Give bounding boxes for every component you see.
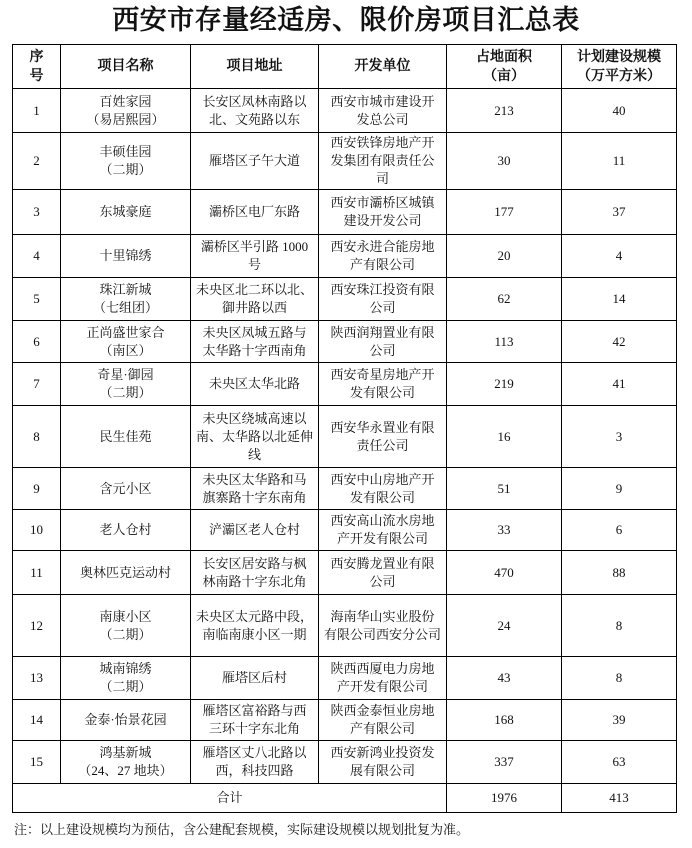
cell-developer: 西安永进合能房地 产有限公司 — [319, 235, 447, 278]
total-scale: 413 — [562, 784, 677, 813]
cell-scale: 4 — [562, 235, 677, 278]
cell-scale: 88 — [562, 551, 677, 595]
cell-developer: 海南华山实业股份 有限公司西安分公司 — [319, 595, 447, 657]
cell-index: 14 — [13, 700, 61, 741]
cell-index: 7 — [13, 363, 61, 406]
cell-area: 33 — [447, 510, 562, 551]
cell-project-name: 鸿基新城 （24、27 地块） — [61, 741, 191, 784]
table-row — [13, 657, 677, 700]
cell-address: 未央区北二环以北、 御井路以西 — [191, 278, 319, 321]
cell-developer: 陕西西厦电力房地 产开发有限公司 — [319, 657, 447, 700]
cell-address: 未央区太华北路 — [191, 363, 319, 406]
cell-developer: 西安奇星房地产开 发有限公司 — [319, 363, 447, 406]
cell-developer: 西安珠江投资有限 公司 — [319, 278, 447, 321]
header-scale: 计划建设规模 （万平方米） — [562, 45, 677, 89]
cell-scale: 42 — [562, 321, 677, 363]
cell-scale: 14 — [562, 278, 677, 321]
cell-index: 5 — [13, 278, 61, 321]
table-row — [13, 235, 677, 278]
cell-index: 11 — [13, 551, 61, 595]
cell-address: 雁塔区子午大道 — [191, 133, 319, 190]
table-row — [13, 133, 677, 190]
cell-index: 9 — [13, 468, 61, 510]
table-row — [13, 741, 677, 784]
cell-developer: 西安市灞桥区城镇 建设开发公司 — [319, 190, 447, 235]
table-row — [13, 551, 677, 595]
cell-index: 15 — [13, 741, 61, 784]
table-row — [13, 595, 677, 657]
cell-scale: 3 — [562, 406, 677, 468]
cell-scale: 41 — [562, 363, 677, 406]
cell-area: 20 — [447, 235, 562, 278]
table-row — [13, 89, 677, 133]
cell-project-name: 珠江新城 （七组团） — [61, 278, 191, 321]
header-index: 序 号 — [13, 45, 61, 89]
table-row — [13, 278, 677, 321]
table-row — [13, 700, 677, 741]
cell-index: 1 — [13, 89, 61, 133]
cell-developer: 陕西润翔置业有限 公司 — [319, 321, 447, 363]
cell-project-name: 金泰·怡景花园 — [61, 700, 191, 741]
project-summary-table — [12, 44, 677, 813]
cell-address: 未央区太元路中段， 南临南康小区一期 — [191, 595, 319, 657]
table-row — [13, 363, 677, 406]
cell-scale: 63 — [562, 741, 677, 784]
cell-scale: 39 — [562, 700, 677, 741]
cell-project-name: 含元小区 — [61, 468, 191, 510]
cell-developer: 西安高山流水房地 产开发有限公司 — [319, 510, 447, 551]
cell-scale: 11 — [562, 133, 677, 190]
cell-index: 4 — [13, 235, 61, 278]
cell-area: 177 — [447, 190, 562, 235]
cell-developer: 陕西金泰恒业房地 产有限公司 — [319, 700, 447, 741]
cell-project-name: 老人仓村 — [61, 510, 191, 551]
cell-area: 337 — [447, 741, 562, 784]
cell-area: 213 — [447, 89, 562, 133]
header-developer: 开发单位 — [319, 45, 447, 89]
table-total-row — [13, 784, 677, 813]
cell-project-name: 东城豪庭 — [61, 190, 191, 235]
header-project-name: 项目名称 — [61, 45, 191, 89]
cell-scale: 9 — [562, 468, 677, 510]
cell-address: 长安区凤林南路以 北、文苑路以东 — [191, 89, 319, 133]
cell-address: 未央区绕城高速以 南、太华路以北延伸 线 — [191, 406, 319, 468]
table-row — [13, 468, 677, 510]
cell-scale: 6 — [562, 510, 677, 551]
cell-area: 113 — [447, 321, 562, 363]
cell-scale: 37 — [562, 190, 677, 235]
cell-area: 219 — [447, 363, 562, 406]
cell-developer: 西安市城市建设开 发总公司 — [319, 89, 447, 133]
cell-address: 灞桥区电厂东路 — [191, 190, 319, 235]
cell-area: 16 — [447, 406, 562, 468]
cell-project-name: 南康小区 （二期） — [61, 595, 191, 657]
cell-index: 13 — [13, 657, 61, 700]
cell-index: 6 — [13, 321, 61, 363]
cell-area: 62 — [447, 278, 562, 321]
cell-project-name: 十里锦绣 — [61, 235, 191, 278]
header-area: 占地面积 （亩） — [447, 45, 562, 89]
cell-project-name: 丰硕佳园 （二期） — [61, 133, 191, 190]
cell-index: 8 — [13, 406, 61, 468]
cell-area: 51 — [447, 468, 562, 510]
cell-scale: 40 — [562, 89, 677, 133]
document-title: 西安市存量经适房、限价房项目汇总表 — [112, 5, 580, 36]
footnote: 注：以上建设规模均为预估，含公建配套规模，实际建设规模以规划批复为准。 — [14, 822, 470, 837]
table-row — [13, 321, 677, 363]
cell-address: 长安区居安路与枫 林南路十字东北角 — [191, 551, 319, 595]
cell-address: 未央区太华路和马 旗寨路十字东南角 — [191, 468, 319, 510]
table-row — [13, 190, 677, 235]
cell-address: 雁塔区丈八北路以 西，科技四路 — [191, 741, 319, 784]
table-row — [13, 510, 677, 551]
cell-index: 2 — [13, 133, 61, 190]
table-header-row — [13, 45, 677, 89]
cell-scale: 8 — [562, 657, 677, 700]
cell-address: 雁塔区后村 — [191, 657, 319, 700]
cell-project-name: 正尚盛世家合 （南区） — [61, 321, 191, 363]
cell-project-name: 百姓家园 （易居熙园） — [61, 89, 191, 133]
cell-developer: 西安华永置业有限 责任公司 — [319, 406, 447, 468]
header-address: 项目地址 — [191, 45, 319, 89]
cell-index: 10 — [13, 510, 61, 551]
cell-index: 12 — [13, 595, 61, 657]
cell-developer: 西安腾龙置业有限 公司 — [319, 551, 447, 595]
cell-area: 168 — [447, 700, 562, 741]
cell-area: 470 — [447, 551, 562, 595]
cell-address: 浐灞区老人仓村 — [191, 510, 319, 551]
cell-developer: 西安新鸿业投资发 展有限公司 — [319, 741, 447, 784]
cell-project-name: 城南锦绣 （二期） — [61, 657, 191, 700]
cell-area: 30 — [447, 133, 562, 190]
cell-scale: 8 — [562, 595, 677, 657]
cell-area: 24 — [447, 595, 562, 657]
cell-developer: 西安中山房地产开 发有限公司 — [319, 468, 447, 510]
cell-address: 未央区凤城五路与 太华路十字西南角 — [191, 321, 319, 363]
cell-project-name: 民生佳苑 — [61, 406, 191, 468]
cell-developer: 西安铁锋房地产开 发集团有限责任公 司 — [319, 133, 447, 190]
total-label: 合计 — [13, 784, 447, 813]
cell-address: 灞桥区半引路 1000 号 — [191, 235, 319, 278]
cell-index: 3 — [13, 190, 61, 235]
table-row — [13, 406, 677, 468]
cell-project-name: 奇星·御园 （二期） — [61, 363, 191, 406]
total-area: 1976 — [447, 784, 562, 813]
cell-project-name: 奥林匹克运动村 — [61, 551, 191, 595]
cell-area: 43 — [447, 657, 562, 700]
cell-address: 雁塔区富裕路与西 三环十字东北角 — [191, 700, 319, 741]
